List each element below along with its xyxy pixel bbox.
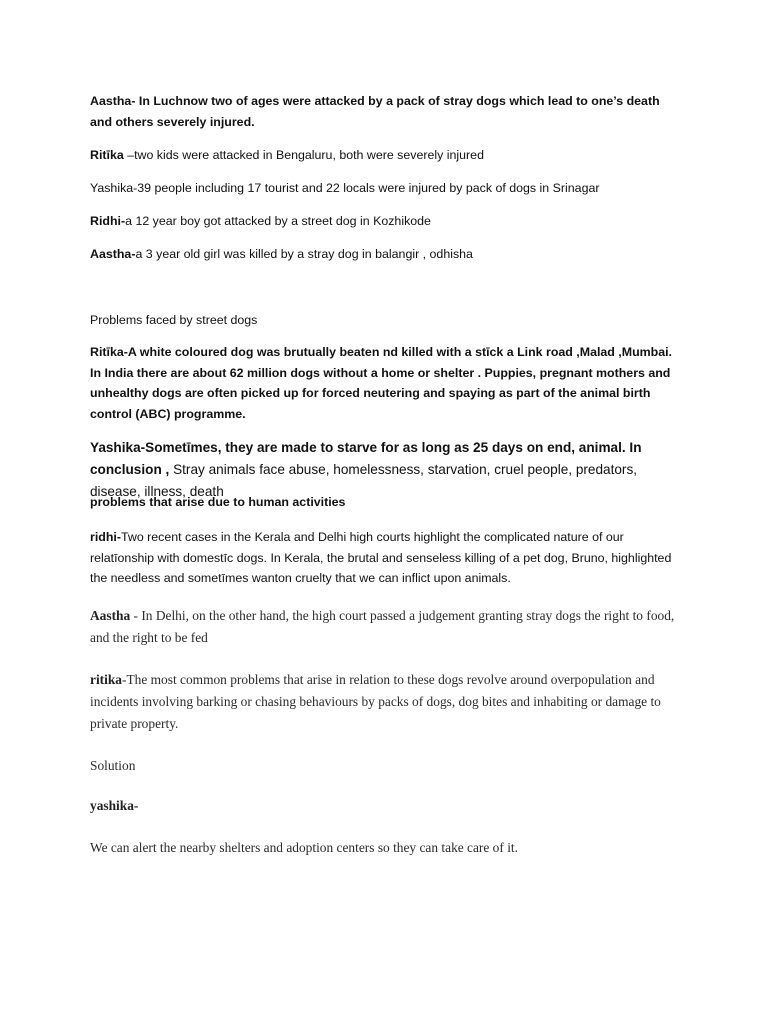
speaker-label: Aastha [90,608,131,623]
paragraph-aastha-odhisha [90,244,680,265]
paragraph-text: –two kids were attacked in Bengaluru, both were severely injured [123,148,484,162]
paragraph-ritika-mumbai [90,342,680,424]
paragraph-ritika-bengaluru [90,145,680,166]
speaker-label: Ritīka- [90,345,128,359]
paragraph-solution-text: We can alert the nearby shelters and adoption centers so they can take care of it. [90,840,518,855]
paragraph-text: -The most common problems that arise in relation to these dogs revolve around overpopulation and incidents involving barking or chasing behaviours by packs of dogs, dog bites and inhabiting or damage to private property. [90,672,661,731]
paragraph-text: - In Delhi, on the other hand, the high court passed a judgement granting stray dogs the right to food, and the right to be fed [90,608,675,645]
speaker-label: ridhi- [90,530,121,544]
paragraph-yashika-label [90,795,680,817]
paragraph-text-continued: Stray animals face abuse, homelessness, starvation, cruel people, predators, disease, illness, death [90,462,638,499]
paragraph-ridhi-kozhikode [90,211,680,232]
paragraph-text: a 3 year old girl was killed by a stray dog in balangir , odhisha [135,247,473,261]
section-heading-solution: Solution [90,758,136,773]
paragraph-text: Yashika-Sometīmes, they are made to starve for as long as 25 days on end, animal. In conclusion , [90,440,642,477]
speaker-label: Ritīka [90,148,124,162]
speaker-label: yashika- [90,798,139,813]
paragraph-yashika-srinagar [90,178,680,199]
speaker-label: Ridhi- [90,214,126,228]
section-heading-human-activities: problems that arise due to human activities [90,495,346,509]
paragraph-aastha-delhi [90,605,680,649]
paragraph-text: a 12 year boy got attacked by a street dog in Kozhikode [125,214,431,228]
paragraph-ritika-overpopulation [90,669,680,735]
paragraph-text: Yashika-39 people including 17 tourist and 22 locals were injured by pack of dogs in Srinagar [90,181,600,195]
paragraph-aastha-luchnow [90,91,680,132]
paragraph-ridhi-kerala [90,527,680,589]
paragraph-text: In Luchnow two of ages were attacked by a pack of stray dogs which lead to one’s death and others severely injured. [90,94,660,129]
speaker-label: ritika [90,672,122,687]
section-heading-problems: Problems faced by street dogs [90,313,258,327]
speaker-label: Aastha- [90,247,136,261]
speaker-label: Aastha- [90,94,136,108]
paragraph-text: A white coloured dog was brutually beaten nd killed with a stīck a Link road ,Malad ,Mumbai. In India there are about 62 million dogs without a home or shelter . Puppies, pregnant mothers and unhealthy dogs are often picked up for forced neutering and spaying as part of the animal birth control (ABC) programme. [90,345,673,421]
paragraph-text: Two recent cases in the Kerala and Delhi high courts highlight the complicated nature of our relatīonship with domestīc dogs. In Kerala, the brutal and senseless killing of a pet dog, Bruno, highlighted the needless and sometīmes wanton cruelty that we can inflict upon animals. [90,530,672,585]
